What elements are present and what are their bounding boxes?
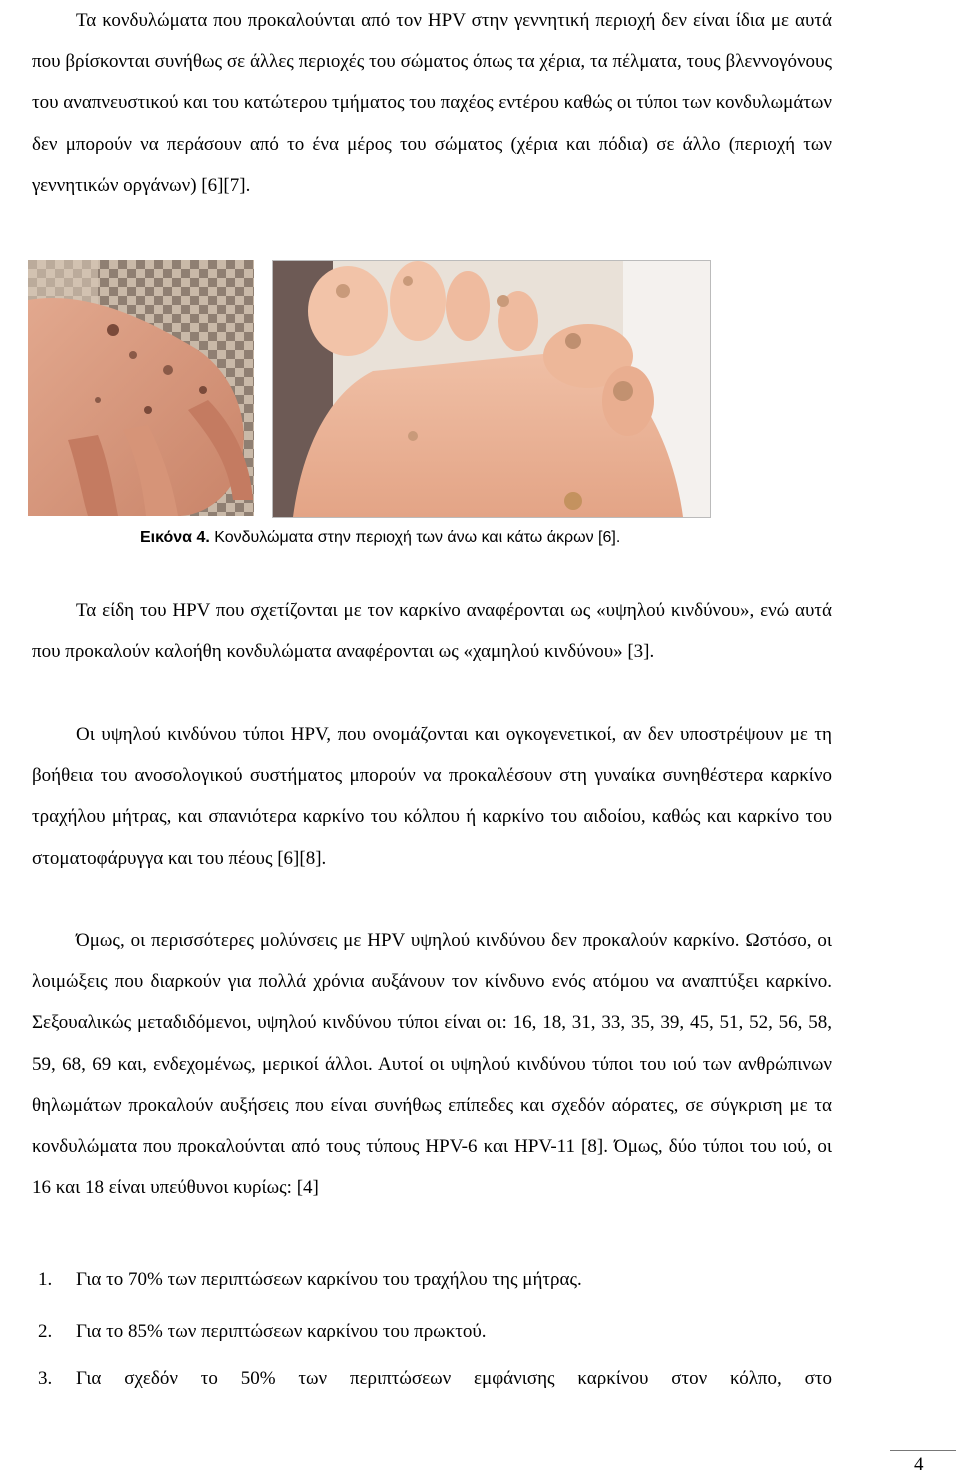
figure-text: Κονδυλώματα στην περιοχή των άνω και κάτω άκρων [6]. [209, 529, 621, 546]
paragraph-high-risk [32, 714, 832, 879]
list-item-text: Για το 85% των περιπτώσεων καρκίνου του πρωκτού. [76, 1321, 487, 1342]
foot-image [273, 261, 710, 517]
list-item-text: Για σχεδόν το 50% των περιπτώσεων εμφάνισης καρκίνου στον κόλπο, στο [76, 1368, 832, 1389]
paragraph-risk-types [32, 590, 832, 672]
photo-hand-warts [28, 260, 254, 516]
footer-rule [890, 1450, 956, 1451]
list-item-number: 1. [38, 1269, 53, 1290]
list-item-number: 2. [38, 1321, 53, 1342]
paragraph-intro-text: Τα κονδυλώματα που προκαλούνται από τον HPV στην γεννητική περιοχή δεν είναι ίδια με αυτά που βρίσκονται συνήθως σε άλλες περιοχές του σώματος όπως τα χέρια, τα πέλματα, τους βλεννογόνους του αναπνευστικού και του κατώτερου τμήματος του παχέος εντέρου καθώς οι τύποι των κονδυλωμάτων δεν μπορούν να περάσουν από το ένα μέρος του σώματος (χέρια και πόδια) σε άλλο (περιοχή των γεννητικών οργάνων) [6][7]. [32, 10, 832, 196]
hand-image [28, 260, 254, 516]
paragraph-infections-text: Όμως, οι περισσότερες μολύνσεις με HPV υψηλού κινδύνου δεν προκαλούν καρκίνο. Ωστόσο, οι λοιμώξεις που διαρκούν για πολλά χρόνια αυξάνουν τον κίνδυνο ενός ατόμου να αναπτύξει καρκίνο. Σεξουαλικώς μεταδιδόμενοι, υψηλού κινδύνου τύποι είναι οι: 16, 18, 31, 33, 35, 39, 45, 51, 52, 56, 58, 59, 68, 69 και, ενδεχομένως, μερικοί άλλοι. Αυτοί οι υψηλού κινδύνου τύποι του ιού των ανθρώπινων θηλωμάτων προκαλούν αυξήσεις που είναι συνήθως επίπεδες και σχεδόν αόρατες, σε σύγκριση με τα κονδυλώματα που προκαλούνται από τους τύπους HPV-6 και HPV-11 [8]. Όμως, δύο τύποι του ιού, οι 16 και 18 είναι υπεύθυνοι κυρίως: [4] [32, 930, 832, 1199]
list-item-text: Για το 70% των περιπτώσεων καρκίνου του τραχήλου της μήτρας. [76, 1269, 582, 1290]
paragraph-intro [32, 0, 832, 206]
page-number: 4 [914, 1454, 924, 1475]
list-item-number: 3. [38, 1368, 53, 1389]
figure-caption [140, 528, 620, 548]
figure-label: Εικόνα 4. [140, 529, 210, 546]
paragraph-risk-types-text: Τα είδη του HPV που σχετίζονται με τον καρκίνο αναφέρονται ως «υψηλού κινδύνου», ενώ αυτά που προκαλούν καλοήθη κονδυλώματα αναφέρονται ως «χαμηλού κινδύνου» [3]. [32, 600, 832, 663]
paragraph-infections [32, 920, 832, 1208]
paragraph-high-risk-text: Οι υψηλού κινδύνου τύποι HPV, που ονομάζονται και ογκογενετικοί, αν δεν υποστρέψουν με τη βοήθεια του ανοσολογικού συστήματος μπορούν να προκαλέσουν στη γυναίκα συνηθέστερα καρκίνο τραχήλου μήτρας, και σπανιότερα καρκίνο του κόλπου ή καρκίνο του αιδοίου, καθώς και καρκίνο του στοματοφάρυγγα και του πέους [6][8]. [32, 724, 832, 869]
photo-foot-warts [272, 260, 711, 518]
